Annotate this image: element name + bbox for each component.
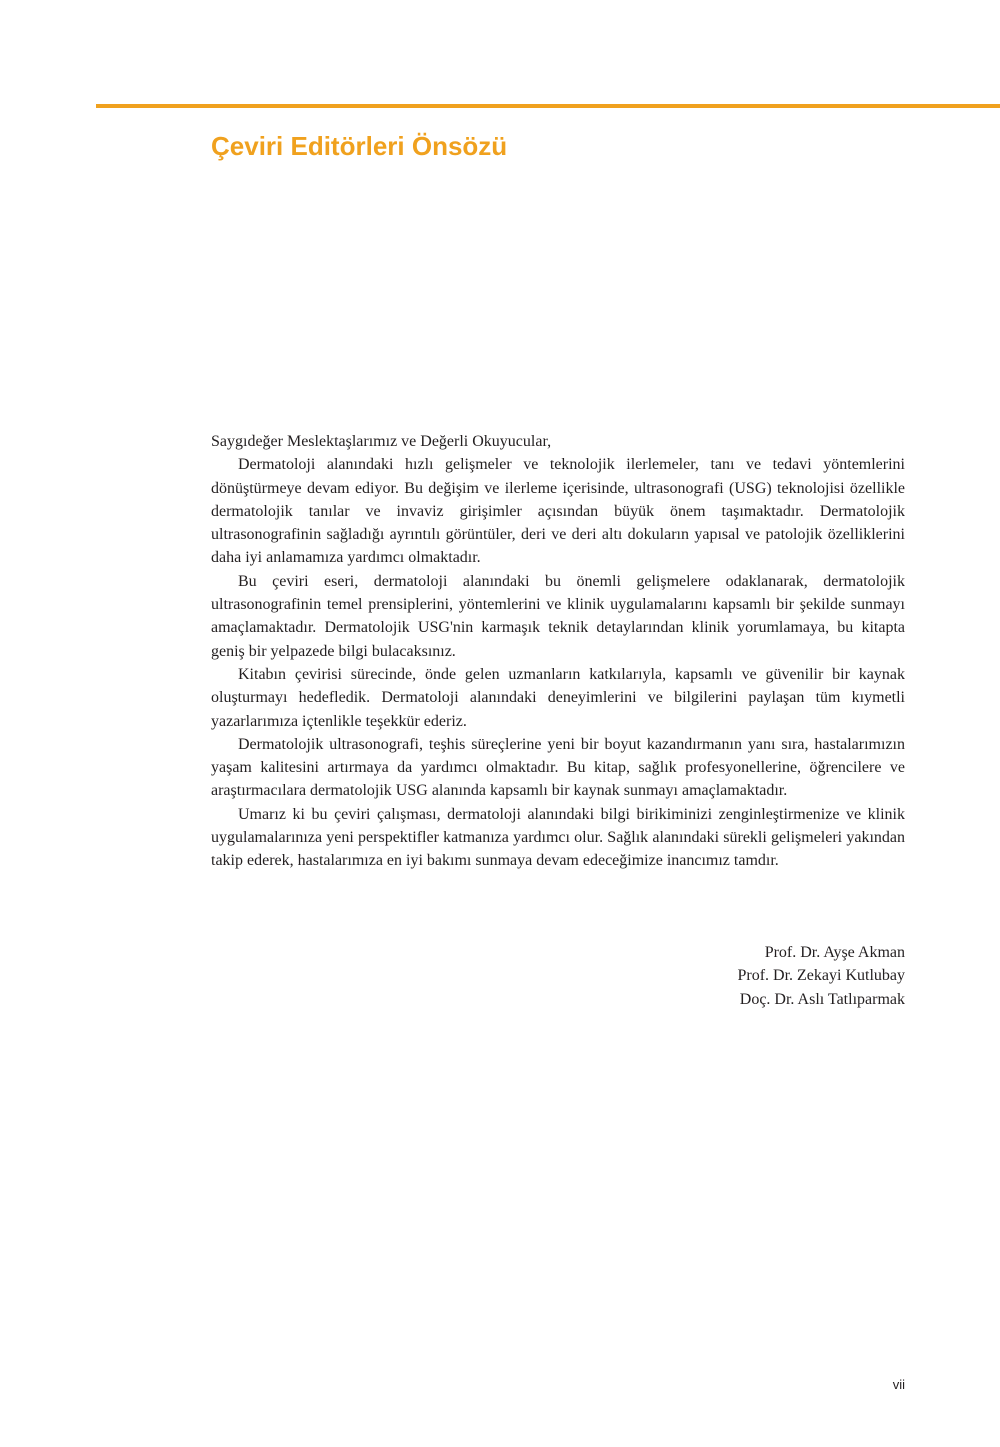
paragraph-3: Kitabın çevirisi sürecinde, önde gelen uzmanların katkılarıyla, kapsamlı ve güvenilir bir kaynak oluşturmayı hedefledik. Dermatoloji alanındaki deneyimlerini ve bilgilerini paylaşan tüm kıymetli yazarlarımıza içtenlikle teşekkür ederiz.	[211, 665, 905, 730]
paragraph-5: Umarız ki bu çeviri çalışması, dermatoloji alanındaki bilgi birikiminizi zenginleştirmenize ve klinik uygulamalarınıza yeni perspektifler katmanıza yardımcı olur. Sağlık alanındaki sürekli gelişmeleri yakından takip ederek, hastalarımıza en iyi bakımı sunmaya devam edeceğimize inancımız tamdır.	[211, 805, 905, 870]
page-number: vii	[892, 1377, 905, 1392]
signature-block	[560, 941, 905, 1011]
preface-body	[211, 430, 905, 873]
paragraph-4: Dermatolojik ultrasonografi, teşhis süreçlerine yeni bir boyut kazandırmanın yanı sıra, hastalarımızın yaşam kalitesini artırmaya da yardımcı olmaktadır. Bu kitap, sağlık profesyonellerine, öğrencilere ve araştırmacılara dermatolojik USG alanında kapsamlı bir kaynak sunmayı amaçlamaktadır.	[211, 735, 905, 800]
header-rule	[96, 104, 1000, 108]
paragraph-2: Bu çeviri eseri, dermatoloji alanındaki bu önemli gelişmelere odaklanarak, dermatolojik ultrasonografinin temel prensiplerini, yöntemlerini ve klinik uygulamalarını kapsamlı bir şekilde sunmayı amaçlamaktadır. Dermatolojik USG'nin karmaşık teknik detaylarından klinik yorumlamaya, bu kitapta geniş bir yelpazede bilgi bulacaksınız.	[211, 572, 905, 660]
salutation: Saygıdeğer Meslektaşlarımız ve Değerli Okuyucular,	[211, 433, 552, 450]
page-title: Çeviri Editörleri Önsözü	[211, 131, 508, 161]
signature-name: Doç. Dr. Aslı Tatlıparmak	[739, 990, 905, 1008]
signature-name: Prof. Dr. Zekayi Kutlubay	[737, 967, 905, 985]
paragraph-1: Dermatoloji alanındaki hızlı gelişmeler ve teknolojik ilerlemeler, tanı ve tedavi yöntemlerini dönüştürmeye devam ediyor. Bu değişim ve ilerleme içerisinde, ultrasonografi (USG) teknolojisi özellikle dermatolojik tanılar ve invaviz girişimler açısından büyük önem taşımaktadır. Dermatolojik ultrasonografinin sağladığı ayrıntılı görüntüler, deri ve deri altı dokuların yapısal ve patolojik özelliklerini daha iyi anlamamıza yardımcı olmaktadır.	[211, 456, 905, 567]
signature-name: Prof. Dr. Ayşe Akman	[764, 944, 905, 961]
